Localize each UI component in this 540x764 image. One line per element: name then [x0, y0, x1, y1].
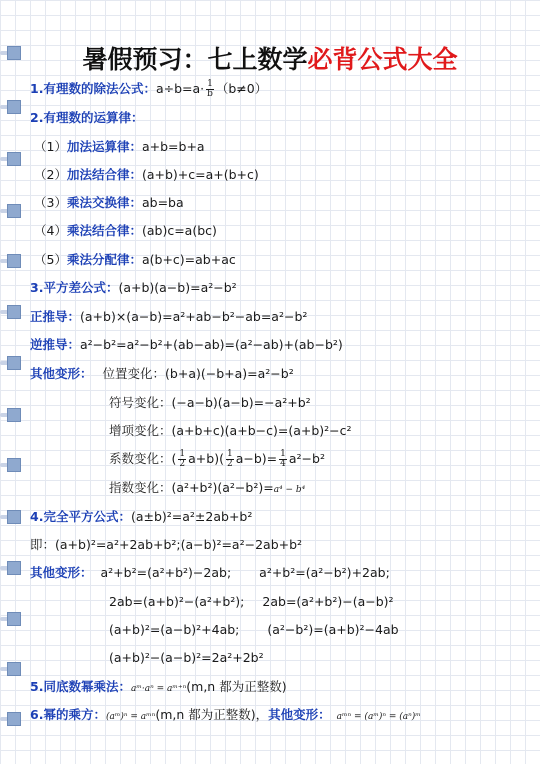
- section-label: 1.有理数的除法公式：: [30, 81, 156, 96]
- fraction-numerator: 1: [280, 449, 286, 459]
- variant-name: 位置变化：: [102, 366, 166, 381]
- variant-name: 增项变化：: [109, 423, 172, 438]
- fraction-denominator: 2: [226, 459, 233, 469]
- variants-label: 其他变形：: [268, 707, 331, 722]
- formula-text: (a²−b²)=(a+b)²−4ab: [267, 622, 399, 637]
- law-row: [34, 223, 217, 239]
- difference-of-squares: [30, 280, 237, 296]
- variant-position: [30, 366, 294, 382]
- law-formula: ab=ba: [141, 195, 184, 210]
- law-number: （3）: [34, 195, 67, 210]
- perfect-square-expanded: [30, 537, 302, 553]
- section-label: 4.完全平方公式：: [30, 509, 131, 524]
- law-name: 乘法交换律：: [66, 195, 142, 210]
- fraction-denominator: b: [207, 89, 213, 99]
- formula-text: a÷b=a·: [155, 81, 205, 96]
- binding-ring: [0, 612, 26, 626]
- variant-added-term: [109, 423, 352, 439]
- formula-text: 即：(a+b)²=a²+2ab+b²;(a−b)²=a²−2ab+b²: [30, 537, 303, 552]
- operation-laws-heading: [30, 110, 143, 126]
- title-highlight: 必背公式大全: [307, 45, 458, 74]
- formula-condition: (m,n 都为正整数): [186, 679, 287, 694]
- law-number: （5）: [34, 252, 67, 267]
- section-label: 3.平方差公式：: [30, 280, 119, 295]
- variant-sign: [109, 395, 311, 411]
- formula-text: a−b)=: [235, 451, 278, 466]
- formula-text: (a+b)×(a−b)=a²+ab−b²−ab=a²−b²: [80, 309, 308, 324]
- page-title: [0, 40, 540, 76]
- law-row: [34, 195, 184, 211]
- variants-label: 其他变形：: [30, 366, 93, 381]
- derivation-label: 逆推导：: [30, 337, 81, 352]
- division-formula: [30, 80, 267, 99]
- forward-derivation: [30, 309, 307, 325]
- section-label: 2.有理数的运算律：: [30, 110, 144, 125]
- formula-text: (a+b)(a−b)=a²−b²: [118, 280, 237, 295]
- fraction-denominator: 4: [280, 459, 286, 469]
- formula-text: (a²+b²)(a²−b²)=: [171, 480, 274, 495]
- power-of-power: [30, 707, 421, 725]
- formula-text: (−a−b)(a−b)=−a²+b²: [171, 395, 311, 410]
- formula-text: 2ab=(a²+b²)−(a−b)²: [262, 594, 394, 609]
- formula-condition: (m,n 都为正整数)，: [155, 707, 269, 722]
- law-formula: (ab)c=a(bc): [141, 223, 217, 238]
- square-variant-row: [30, 565, 390, 581]
- formula-text: a+b)(: [188, 451, 224, 466]
- variants-label: 其他变形：: [30, 565, 93, 580]
- same-base-multiplication: [30, 679, 287, 697]
- fraction-denominator: 2: [179, 459, 186, 469]
- binding-ring: [0, 561, 26, 575]
- section-label: 6.幂的乘方：: [30, 707, 106, 722]
- square-variant-row: [109, 594, 394, 610]
- formula-condition: （b≠0）: [215, 81, 268, 96]
- title-main: 暑假预习：七上数学: [82, 45, 308, 74]
- formula-text: 2ab=(a+b)²−(a²+b²);: [109, 594, 245, 609]
- law-number: （1）: [34, 139, 67, 154]
- law-formula: (a+b)+c=a+(b+c): [141, 167, 259, 182]
- formula-text: a²+b²=(a²−b²)+2ab;: [259, 565, 390, 580]
- binding-ring: [0, 662, 26, 676]
- binding-ring: [0, 458, 26, 472]
- variant-name: 指数变化：: [109, 480, 172, 495]
- binding-ring: [0, 510, 26, 524]
- variant-exponent: [109, 480, 305, 498]
- binding-ring: [0, 152, 26, 166]
- formula-text: (a±b)²=a²±2ab+b²: [130, 509, 253, 524]
- variant-coefficient: [109, 450, 325, 469]
- law-formula: a+b=b+a: [141, 139, 205, 154]
- fraction: [178, 450, 186, 469]
- law-name: 乘法结合律：: [66, 223, 142, 238]
- formula-text: a²−b²=a²−b²+(ab−ab)=(a²−ab)+(ab−b²): [80, 337, 343, 352]
- formula-italic: aᵐⁿ = (aᵐ)ⁿ = (aⁿ)ᵐ: [336, 712, 421, 722]
- formula-italic: (aᵐ)ⁿ = aᵐⁿ: [105, 712, 156, 722]
- reverse-derivation: [30, 337, 343, 353]
- formula-text: (a+b+c)(a+b−c)=(a+b)²−c²: [171, 423, 352, 438]
- binding-ring: [0, 254, 26, 268]
- formula-text: (: [171, 451, 177, 466]
- derivation-label: 正推导：: [30, 309, 81, 324]
- variant-name: 符号变化：: [109, 395, 172, 410]
- formula-italic: a⁴ − b⁴: [273, 485, 306, 495]
- fraction-numerator: 1: [179, 449, 186, 459]
- binding-ring: [0, 204, 26, 218]
- fraction-numerator: 1: [226, 449, 233, 459]
- binding-ring: [0, 305, 26, 319]
- law-row: [34, 252, 236, 268]
- formula-text: a²+b²=(a²+b²)−2ab;: [100, 565, 232, 580]
- formula-text: (a+b)²=(a−b)²+4ab;: [109, 622, 240, 637]
- binding-ring: [0, 356, 26, 370]
- fraction-numerator: 1: [207, 79, 213, 89]
- variant-name: 系数变化：: [109, 451, 172, 466]
- formula-text: (a+b)²−(a−b)²=2a²+2b²: [109, 650, 264, 665]
- formula-text: (b+a)(−b+a)=a²−b²: [165, 366, 294, 381]
- law-row: [34, 167, 259, 183]
- law-number: （4）: [34, 223, 67, 238]
- binding-ring: [0, 712, 26, 726]
- fraction: [206, 80, 214, 99]
- section-label: 5.同底数幂乘法：: [30, 679, 131, 694]
- square-variant-row: [109, 622, 399, 638]
- binding-ring: [0, 100, 26, 114]
- fraction: [279, 450, 287, 469]
- binding-ring: [0, 408, 26, 422]
- law-name: 加法运算律：: [66, 139, 142, 154]
- formula-text: a²−b²: [288, 451, 325, 466]
- square-variant-row: [109, 650, 264, 666]
- law-formula: a(b+c)=ab+ac: [141, 252, 236, 267]
- law-name: 乘法分配律：: [66, 252, 142, 267]
- law-number: （2）: [34, 167, 67, 182]
- law-row: [34, 139, 205, 155]
- perfect-square: [30, 509, 252, 525]
- fraction: [226, 450, 234, 469]
- law-name: 加法结合律：: [66, 167, 142, 182]
- formula-italic: aᵐ·aⁿ = aᵐ⁺ⁿ: [130, 684, 187, 694]
